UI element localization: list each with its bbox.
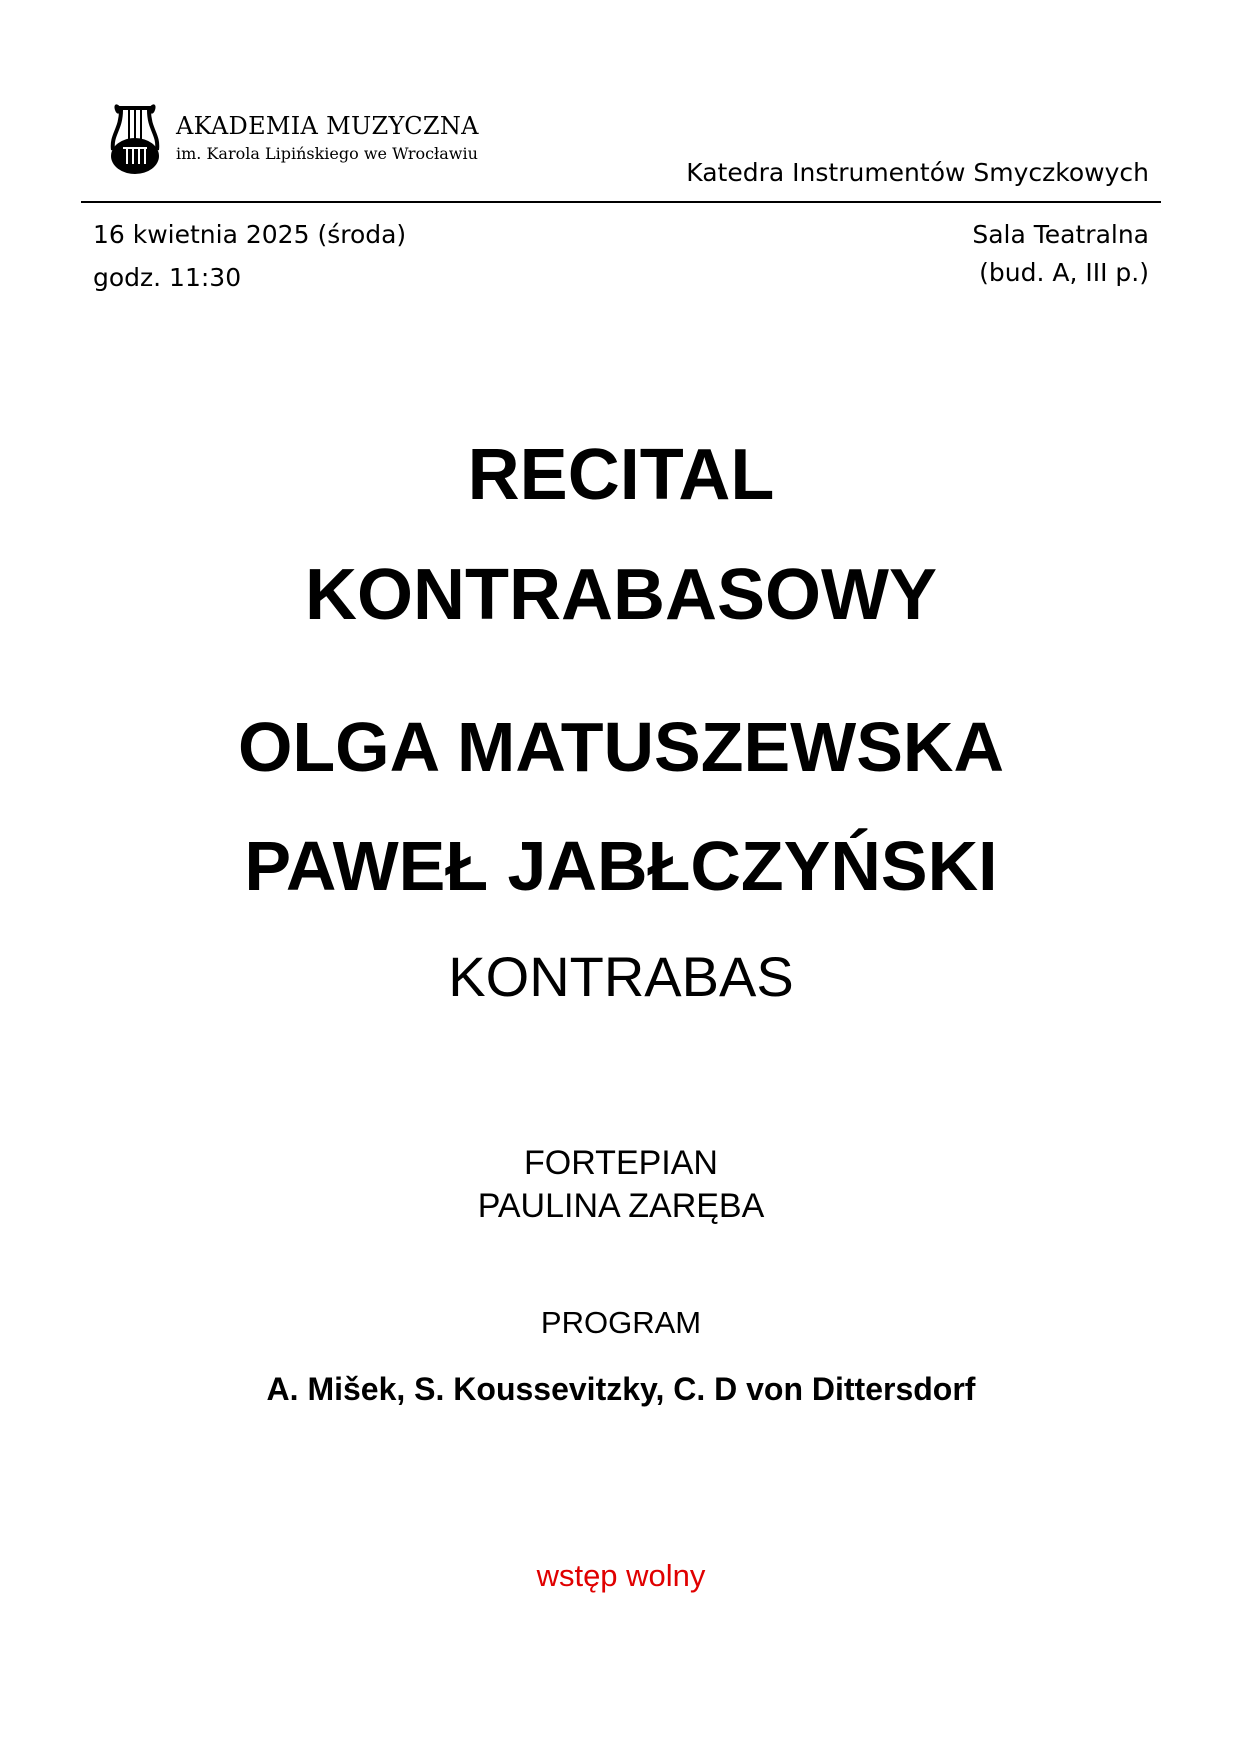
piano-label: FORTEPIAN bbox=[524, 1144, 718, 1182]
event-venue-detail: (bud. A, III p.) bbox=[979, 258, 1149, 287]
institution-subtitle: im. Karola Lipińskiego we Wrocławiu bbox=[176, 144, 478, 163]
pianist-name: PAULINA ZARĘBA bbox=[477, 1187, 765, 1225]
program-composers: A. Mišek, S. Koussevitzky, C. D von Dittersdorf bbox=[266, 1371, 976, 1407]
program-label: PROGRAM bbox=[540, 1305, 702, 1340]
lyre-icon bbox=[107, 100, 163, 176]
department-name: Katedra Instrumentów Smyczkowych bbox=[686, 158, 1149, 187]
title-line-1: RECITAL bbox=[467, 435, 775, 515]
admission-note: wstęp wolny bbox=[536, 1558, 706, 1593]
event-time: godz. 11:30 bbox=[93, 263, 242, 292]
performer-1: OLGA MATUSZEWSKA bbox=[237, 708, 1005, 786]
event-venue: Sala Teatralna bbox=[972, 220, 1149, 249]
title-line-2: KONTRABASOWY bbox=[305, 555, 937, 635]
instrument-label: KONTRABAS bbox=[448, 945, 794, 1008]
event-date: 16 kwietnia 2025 (środa) bbox=[93, 220, 407, 249]
header-divider bbox=[81, 201, 1161, 203]
institution-name: AKADEMIA MUZYCZNA bbox=[176, 112, 479, 140]
performer-2: PAWEŁ JABŁCZYŃSKI bbox=[244, 827, 998, 905]
